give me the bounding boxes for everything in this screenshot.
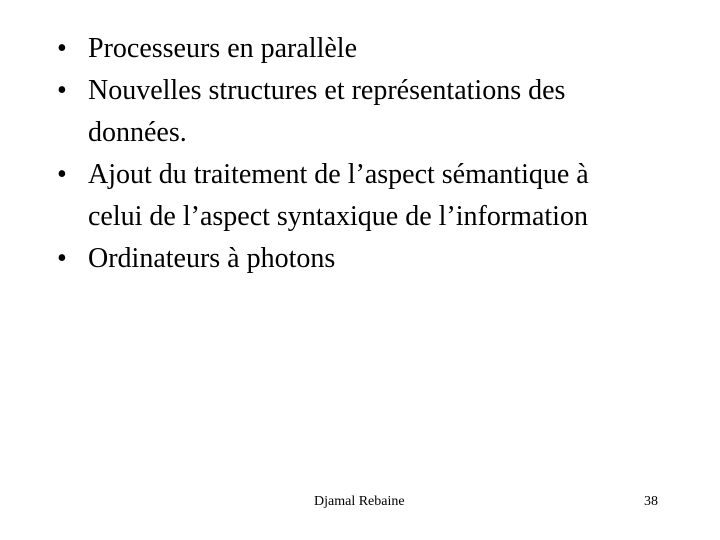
footer-author: Djamal Rebaine <box>314 494 405 509</box>
bullet-item <box>54 70 694 154</box>
bullet-icon: • <box>57 243 67 274</box>
bullet-item <box>54 154 694 238</box>
bullet-icon: • <box>57 159 67 190</box>
bullet-text: Nouvelles structures et représentations des données. <box>88 75 566 148</box>
bullet-item <box>54 238 694 280</box>
bullet-text: Ordinateurs à photons <box>88 243 336 274</box>
bullet-item <box>54 28 694 70</box>
bullet-text: Ajout du traitement de l’aspect sémantique à celui de l’aspect syntaxique de l’information <box>88 159 589 232</box>
bullet-text: Processeurs en parallèle <box>88 33 357 64</box>
bullet-icon: • <box>57 75 67 106</box>
page-number: 38 <box>644 494 658 509</box>
bullet-icon: • <box>57 33 67 64</box>
bullet-list <box>54 28 694 280</box>
